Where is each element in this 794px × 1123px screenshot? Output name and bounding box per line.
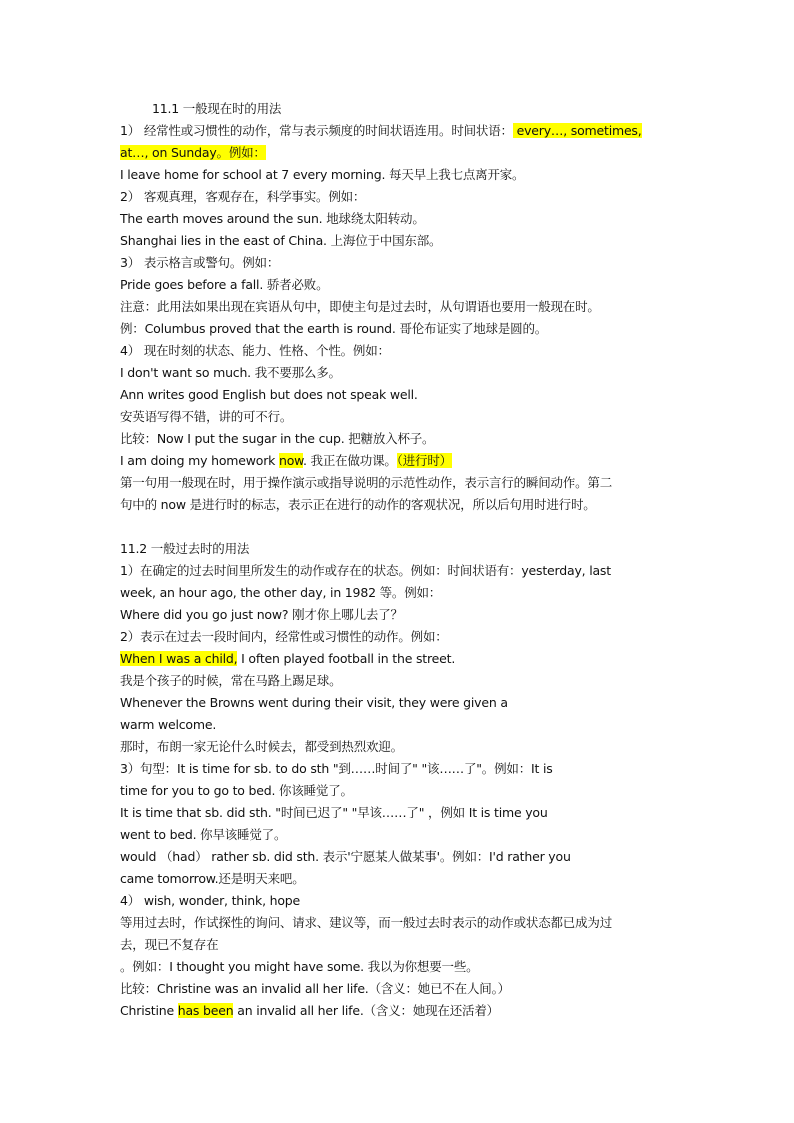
paragraph-line: 。例如：I thought you might have some. 我以为你想要一些。 [120, 959, 479, 974]
paragraph-line: 等用过去时，作试探性的询问、请求、建议等，而一般过去时表示的动作或状态都已成为过 [120, 915, 613, 930]
paragraph-line [120, 120, 690, 142]
highlighted-text: has been [177, 1003, 234, 1018]
paragraph-line: 去，现已不复存在 [120, 937, 219, 952]
paragraph-line: 2） 客观真理，客观存在，科学事实。例如： [120, 189, 366, 204]
paragraph-line: The earth moves around the sun. 地球绕太阳转动。 [120, 211, 425, 226]
paragraph-line [120, 450, 690, 472]
highlighted-text: （进行时） [396, 453, 452, 468]
text-span: . 我正在做功课。 [303, 453, 397, 468]
paragraph-line: 比较：Christine was an invalid all her life.（含义：她已不在人间。） [120, 981, 510, 996]
paragraph-line [120, 648, 690, 670]
text-span: 1） 经常性或习惯性的动作，常与表示频度的时间状语连用。时间状语： [120, 123, 513, 138]
paragraph-line: 那时，布朗一家无论什么时候去，都受到热烈欢迎。 [120, 739, 403, 754]
paragraph-line: 3）句型：It is time for sb. to do sth "到……时间了" "该……了"。例如：It is [120, 761, 553, 776]
paragraph-line: It is time that sb. did sth. "时间已迟了" "早该……了" ，例如 It is time you [120, 805, 548, 820]
paragraph-line: warm welcome. [120, 717, 217, 732]
paragraph-line: came tomorrow.还是明天来吧。 [120, 871, 305, 886]
paragraph-line: 2）表示在过去一段时间内，经常性或习惯性的动作。例如： [120, 629, 448, 644]
paragraph-line: 例：Columbus proved that the earth is round. 哥伦布证实了地球是圆的。 [120, 321, 548, 336]
paragraph-line: 第一句用一般现在时，用于操作演示或指导说明的示范性动作，表示言行的瞬间动作。第二 [120, 475, 613, 490]
paragraph-line: 比较：Now I put the sugar in the cup. 把糖放入杯子。 [120, 431, 435, 446]
paragraph-line: time for you to go to bed. 你该睡觉了。 [120, 783, 353, 798]
section-11-2-title: 11.2 一般过去时的用法 [120, 541, 250, 556]
paragraph-line: 4） wish, wonder, think, hope [120, 893, 301, 908]
paragraph-line [120, 142, 690, 164]
paragraph-line: 注意：此用法如果出现在宾语从句中，即使主句是过去时，从句谓语也要用一般现在时。 [120, 299, 600, 314]
paragraph-line: week, an hour ago, the other day, in 1982 等。例如： [120, 585, 442, 600]
paragraph-line: would （had） rather sb. did sth. 表示'宁愿某人做某事'。例如：I'd rather you [120, 849, 571, 864]
paragraph-line: Shanghai lies in the east of China. 上海位于中国东部。 [120, 233, 442, 248]
paragraph-line: I leave home for school at 7 every morning. 每天早上我七点离开家。 [120, 167, 525, 182]
highlighted-text: now [278, 453, 304, 468]
paragraph-line: Where did you go just now? 刚才你上哪儿去了？ [120, 607, 403, 622]
paragraph-line: 4） 现在时刻的状态、能力、性格、个性。例如： [120, 343, 390, 358]
paragraph-line: 1）在确定的过去时间里所发生的动作或存在的状态。例如：时间状语有：yesterday, last [120, 563, 611, 578]
paragraph-line: 句中的 now 是进行时的标志，表示正在进行的动作的客观状况，所以后句用时进行时。 [120, 497, 596, 512]
text-span: Christine [120, 1003, 178, 1018]
paragraph-line: 3） 表示格言或警句。例如： [120, 255, 280, 270]
paragraph-line: 安英语写得不错，讲的可不行。 [120, 409, 293, 424]
paragraph-line: Whenever the Browns went during their visit, they were given a [120, 695, 508, 710]
paragraph-line [120, 1000, 690, 1022]
paragraph-line: Pride goes before a fall. 骄者必败。 [120, 277, 329, 292]
paragraph-line: 我是个孩子的时候，常在马路上踢足球。 [120, 673, 342, 688]
section-11-1-title: 11.1 一般现在时的用法 [152, 101, 282, 116]
paragraph-line: Ann writes good English but does not speak well. [120, 387, 418, 402]
text-span: I often played football in the street. [237, 651, 456, 666]
highlighted-text: every…, sometimes, [512, 123, 642, 138]
text-span: an invalid all her life.（含义：她现在还活着） [233, 1003, 499, 1018]
highlighted-text: When I was a child, [120, 651, 238, 666]
paragraph-line: went to bed. 你早该睡觉了。 [120, 827, 287, 842]
paragraph-line: I don't want so much. 我不要那么多。 [120, 365, 341, 380]
text-span: I am doing my homework [120, 453, 279, 468]
highlighted-text: at…, on Sunday。例如： [120, 145, 266, 160]
